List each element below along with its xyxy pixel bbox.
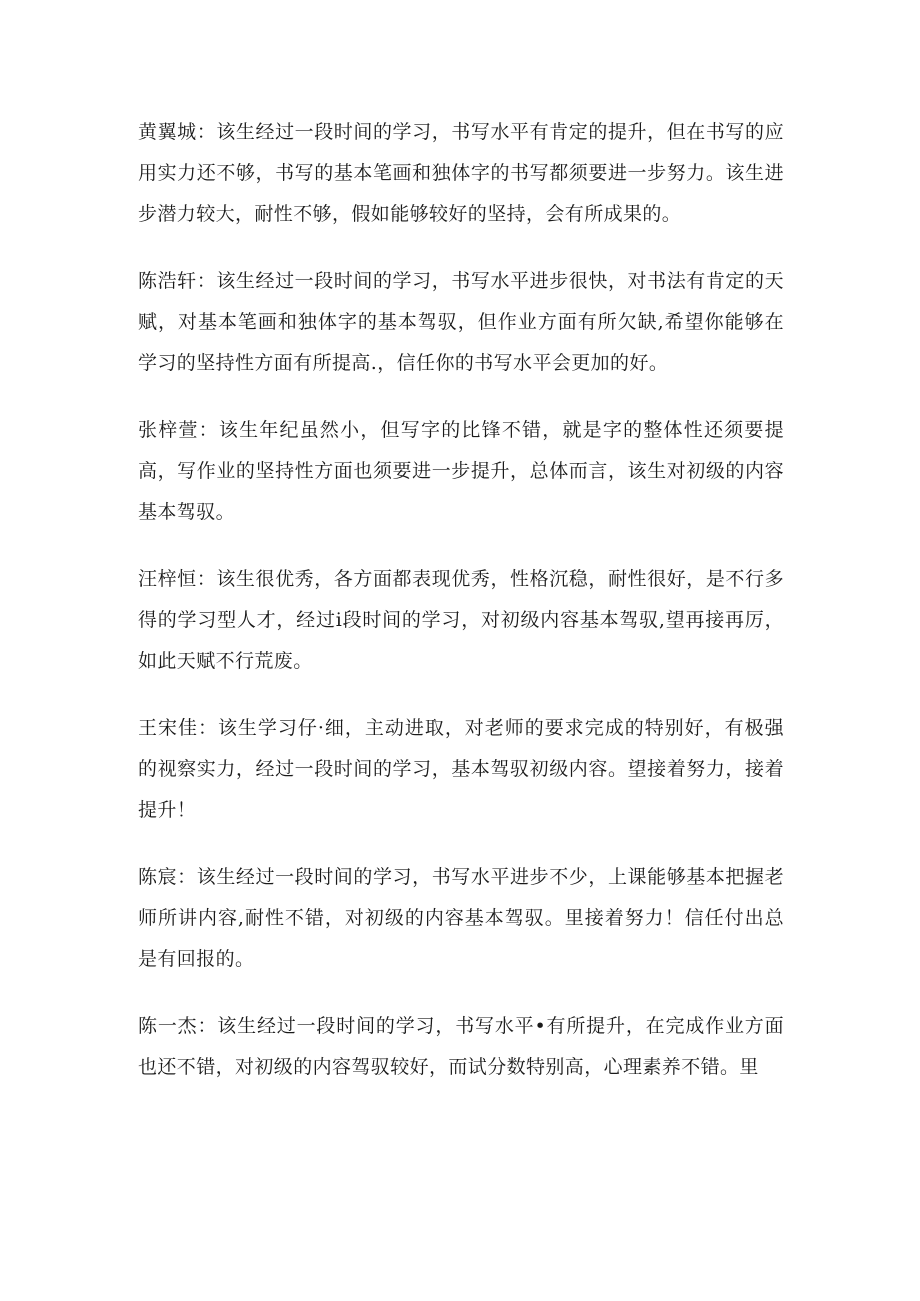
comment-paragraph-chen-chen: 陈宸：该生经过一段时间的学习，书写水平进步不少，上课能够基本把握老师所讲内容,耐性不错，对初级的内容基本驾驭。里接着努力！信任付出总是有回报的。 bbox=[138, 866, 784, 970]
comment-paragraph-wang-songjia: 王宋佳：该生学习仔·细，主动进取，对老师的要求完成的特别好，有极强的视察实力，经过一段时间的学习，基本驾驭初级内容。望接着努力，接着提升！ bbox=[138, 717, 784, 821]
document-body bbox=[138, 112, 784, 1114]
comment-paragraph-chen-haoxuan: 陈浩轩：该生经过一段时间的学习，书写水平进步很快，对书法有肯定的天赋，对基本笔画和独体字的基本驾驭，但作业方面有所欠缺,希望你能够在学习的坚持性方面有所提高.，信任你的书写水平会更加的好。 bbox=[138, 270, 784, 374]
comment-paragraph-zhang-zixuan: 张梓萱：该生年纪虽然小，但写字的比锋不错，就是字的整体性还须要提高，写作业的坚持性方面也须要进一步提升，总体而言，该生对初级的内容基本驾驭。 bbox=[138, 419, 784, 523]
comment-paragraph-huang-yicheng: 黄翼城：该生经过一段时间的学习，书写水平有肯定的提升，但在书写的应用实力还不够，书写的基本笔画和独体字的书写都须要进一步努力。该生进步潜力较大，耐性不够，假如能够较好的坚持，会有所成果的。 bbox=[138, 121, 784, 225]
comment-paragraph-chen-yijie: 陈一杰：该生经过一段时间的学习，书写水平•有所提升，在完成作业方面也还不错，对初级的内容驾驭较好，而试分数特别高，心理素养不错。里 bbox=[138, 1015, 784, 1078]
comment-paragraph-wang-ziheng: 汪梓恒：该生很优秀，各方面都表现优秀，性格沉稳，耐性很好，是不行多得的学习型人才，经过i段时间的学习，对初级内容基本驾驭,望再接再厉，如此天赋不行荒废。 bbox=[138, 568, 784, 672]
